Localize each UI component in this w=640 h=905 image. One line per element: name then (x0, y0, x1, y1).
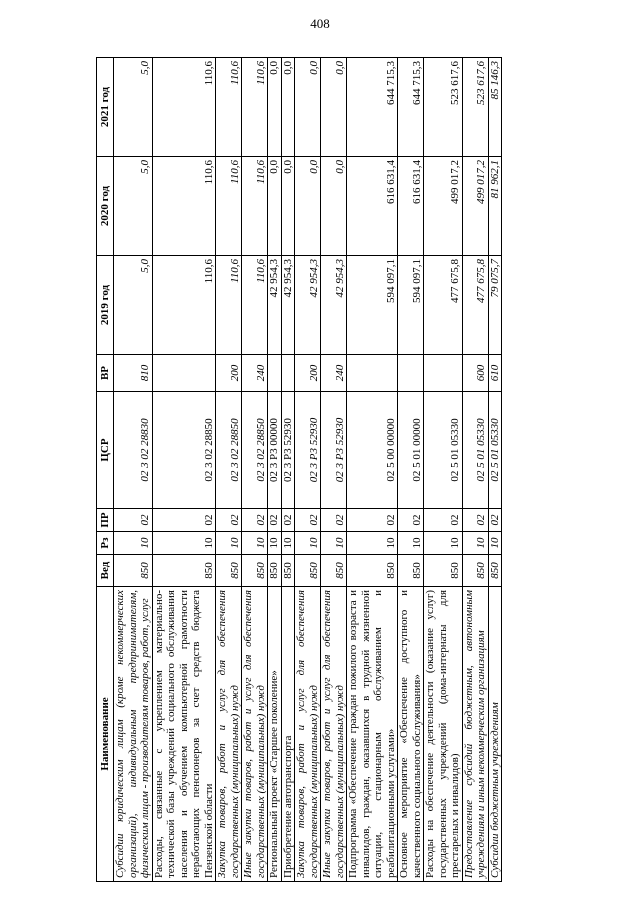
pr-cell: 02 (114, 509, 153, 532)
vr-cell: 600 (462, 355, 488, 392)
rz-cell: 10 (268, 532, 282, 555)
value-2021-cell: 0,0 (281, 58, 295, 157)
table-row (424, 58, 463, 882)
name-cell: Иные закупки товаров, работ и услуг для обеспечения государственных (муниципальных) нужд (242, 587, 268, 882)
ved-cell: 850 (424, 555, 463, 587)
pr-cell: 02 (424, 509, 463, 532)
ved-cell: 850 (321, 555, 347, 587)
csr-cell: 02 3 P3 52930 (281, 392, 295, 509)
value-2019-cell: 110,6 (216, 256, 242, 355)
name-cell: Иные закупки товаров, работ и услуг для обеспечения государственных (муниципальных) нужд (321, 587, 347, 882)
ved-cell: 850 (281, 555, 295, 587)
value-2019-cell: 110,6 (152, 256, 216, 355)
value-2021-cell: 85 146,3 (488, 58, 502, 157)
value-2019-cell: 42 954,3 (268, 256, 282, 355)
table-row (114, 58, 153, 882)
table-row (295, 58, 321, 882)
table-container (96, 57, 566, 882)
table-row (216, 58, 242, 882)
value-2021-cell: 523 617,6 (424, 58, 463, 157)
value-2020-cell: 110,6 (242, 157, 268, 256)
rz-cell: 10 (216, 532, 242, 555)
budget-table (96, 57, 502, 882)
pr-cell: 02 (347, 509, 398, 532)
pr-cell: 02 (321, 509, 347, 532)
value-2021-cell: 0,0 (321, 58, 347, 157)
value-2021-cell: 523 617,6 (462, 58, 488, 157)
csr-cell: 02 3 02 28830 (114, 392, 153, 509)
vr-cell: 200 (295, 355, 321, 392)
value-2020-cell: 5,0 (114, 157, 153, 256)
rz-cell: 10 (398, 532, 424, 555)
rz-cell: 10 (152, 532, 216, 555)
value-2020-cell: 616 631,4 (347, 157, 398, 256)
pr-cell: 02 (295, 509, 321, 532)
pr-cell: 02 (242, 509, 268, 532)
header-name: Наименование (97, 587, 114, 882)
csr-cell: 02 5 01 00000 (398, 392, 424, 509)
value-2020-cell: 81 962,1 (488, 157, 502, 256)
value-2021-cell: 644 715,3 (398, 58, 424, 157)
rz-cell: 10 (281, 532, 295, 555)
vr-cell (424, 355, 463, 392)
header-vr: ВР (97, 355, 114, 392)
ved-cell: 850 (462, 555, 488, 587)
csr-cell: 02 3 P3 52930 (295, 392, 321, 509)
rotated-table-frame (96, 57, 566, 882)
value-2021-cell: 644 715,3 (347, 58, 398, 157)
ved-cell: 850 (216, 555, 242, 587)
header-pr: ПР (97, 509, 114, 532)
table-row (321, 58, 347, 882)
value-2019-cell: 594 097,1 (398, 256, 424, 355)
rz-cell: 10 (321, 532, 347, 555)
ved-cell: 850 (242, 555, 268, 587)
value-2019-cell: 42 954,3 (295, 256, 321, 355)
value-2021-cell: 110,6 (152, 58, 216, 157)
ved-cell: 850 (347, 555, 398, 587)
value-2019-cell: 79 075,7 (488, 256, 502, 355)
pr-cell: 02 (216, 509, 242, 532)
rz-cell: 10 (488, 532, 502, 555)
csr-cell: 02 3 02 28850 (242, 392, 268, 509)
value-2020-cell: 499 017,2 (424, 157, 463, 256)
ved-cell: 850 (114, 555, 153, 587)
name-cell: Приобретение автотранспорта (281, 587, 295, 882)
value-2020-cell: 616 631,4 (398, 157, 424, 256)
header-2019: 2019 год (97, 256, 114, 355)
rz-cell: 10 (347, 532, 398, 555)
header-2020: 2020 год (97, 157, 114, 256)
name-cell: Предоставление субсидий бюджетным, автономным учреждениям и иным некоммерческим организациям (462, 587, 488, 882)
vr-cell (347, 355, 398, 392)
rz-cell: 10 (114, 532, 153, 555)
table-row (242, 58, 268, 882)
table-row (398, 58, 424, 882)
vr-cell (268, 355, 282, 392)
name-cell: Подпрограмма «Обеспечение граждан пожилого возраста и инвалидов, граждан, оказавшихся в трудной жизненной ситуации, стационарным обслуживанием и реабилитационными услугами» (347, 587, 398, 882)
vr-cell: 240 (321, 355, 347, 392)
name-cell: Основное мероприятие «Обеспечение доступного и качественного социального обслуживания» (398, 587, 424, 882)
table-header-row (97, 58, 114, 882)
value-2020-cell: 110,6 (152, 157, 216, 256)
vr-cell: 810 (114, 355, 153, 392)
pr-cell: 02 (152, 509, 216, 532)
csr-cell: 02 3 02 28850 (152, 392, 216, 509)
value-2020-cell: 0,0 (281, 157, 295, 256)
header-ved: Вед (97, 555, 114, 587)
pr-cell: 02 (462, 509, 488, 532)
name-cell: Закупка товаров, работ и услуг для обеспечения государственных (муниципальных) нужд (216, 587, 242, 882)
table-body (114, 58, 502, 882)
table-row (347, 58, 398, 882)
value-2020-cell: 110,6 (216, 157, 242, 256)
value-2021-cell: 5,0 (114, 58, 153, 157)
ved-cell: 850 (295, 555, 321, 587)
value-2019-cell: 110,6 (242, 256, 268, 355)
csr-cell: 02 3 P3 00000 (268, 392, 282, 509)
table-row (152, 58, 216, 882)
page-number: 408 (310, 16, 330, 31)
table-row (281, 58, 295, 882)
value-2020-cell: 0,0 (295, 157, 321, 256)
rz-cell: 10 (242, 532, 268, 555)
value-2019-cell: 477 675,8 (462, 256, 488, 355)
vr-cell (152, 355, 216, 392)
csr-cell: 02 5 01 05330 (462, 392, 488, 509)
header-csr: ЦСР (97, 392, 114, 509)
ved-cell: 850 (488, 555, 502, 587)
name-cell: Расходы, связанные с укреплением материально-технической базы учреждений социального обслуживания населения и обучением компьютерной грамотности неработающих пенсионеров за счет средств бюджета Пензенской области (152, 587, 216, 882)
table-row (488, 58, 502, 882)
value-2021-cell: 0,0 (268, 58, 282, 157)
value-2019-cell: 42 954,3 (321, 256, 347, 355)
value-2020-cell: 0,0 (268, 157, 282, 256)
rz-cell: 10 (462, 532, 488, 555)
pr-cell: 02 (268, 509, 282, 532)
vr-cell: 240 (242, 355, 268, 392)
ved-cell: 850 (152, 555, 216, 587)
header-2021: 2021 год (97, 58, 114, 157)
vr-cell (281, 355, 295, 392)
vr-cell (398, 355, 424, 392)
value-2019-cell: 477 675,8 (424, 256, 463, 355)
ved-cell: 850 (398, 555, 424, 587)
value-2019-cell: 594 097,1 (347, 256, 398, 355)
value-2021-cell: 0,0 (295, 58, 321, 157)
table-row (462, 58, 488, 882)
value-2020-cell: 0,0 (321, 157, 347, 256)
csr-cell: 02 3 02 28850 (216, 392, 242, 509)
csr-cell: 02 3 P3 52930 (321, 392, 347, 509)
table-row (268, 58, 282, 882)
value-2021-cell: 110,6 (216, 58, 242, 157)
value-2021-cell: 110,6 (242, 58, 268, 157)
rz-cell: 10 (424, 532, 463, 555)
name-cell: Расходы на обеспечение деятельности (оказание услуг) государственных учреждений (дома-интернаты для престарелых и инвалидов) (424, 587, 463, 882)
pr-cell: 02 (398, 509, 424, 532)
ved-cell: 850 (268, 555, 282, 587)
vr-cell: 200 (216, 355, 242, 392)
csr-cell: 02 5 01 05330 (488, 392, 502, 509)
pr-cell: 02 (488, 509, 502, 532)
pr-cell: 02 (281, 509, 295, 532)
value-2019-cell: 42 954,3 (281, 256, 295, 355)
header-rz: Рз (97, 532, 114, 555)
vr-cell: 610 (488, 355, 502, 392)
csr-cell: 02 5 00 00000 (347, 392, 398, 509)
csr-cell: 02 5 01 05330 (424, 392, 463, 509)
name-cell: Субсидии юридическим лицам (кроме некоммерческих организаций), индивидуальным предпринимателям, физическим лицам - производителям товаров, работ, услуг (114, 587, 153, 882)
name-cell: Закупка товаров, работ и услуг для обеспечения государственных (муниципальных) нужд (295, 587, 321, 882)
value-2019-cell: 5,0 (114, 256, 153, 355)
value-2020-cell: 499 017,2 (462, 157, 488, 256)
name-cell: Региональный проект «Старшее поколение» (268, 587, 282, 882)
name-cell: Субсидии бюджетным учреждениям (488, 587, 502, 882)
rz-cell: 10 (295, 532, 321, 555)
